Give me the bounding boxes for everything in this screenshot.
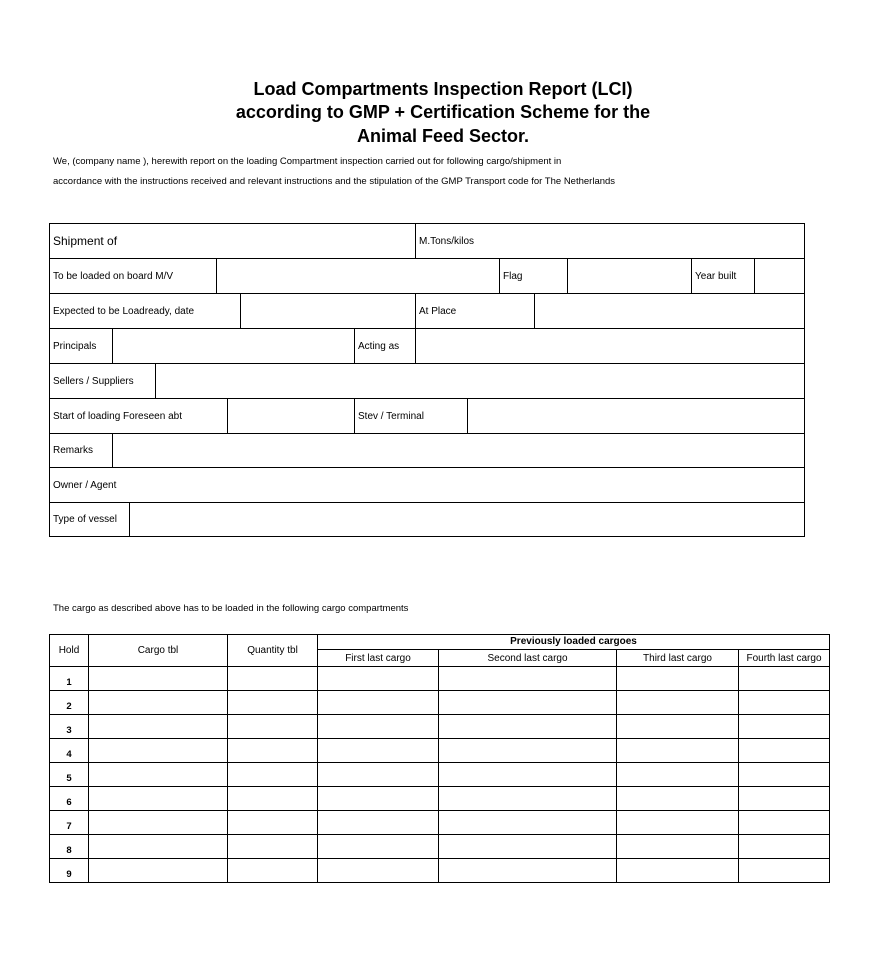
cargo-cell[interactable] bbox=[89, 763, 228, 787]
hold-table bbox=[49, 634, 830, 883]
third-last-cargo-header: Third last cargo bbox=[617, 650, 739, 667]
fourth-last-cargo-cell[interactable] bbox=[739, 763, 830, 787]
second-last-cargo-cell[interactable] bbox=[439, 715, 617, 739]
form-row-vessel bbox=[50, 259, 804, 294]
report-title-line-3: Animal Feed Sector. bbox=[356, 126, 530, 146]
second-last-cargo-cell[interactable] bbox=[439, 811, 617, 835]
at-place-field[interactable] bbox=[534, 294, 804, 328]
cargo-cell[interactable] bbox=[89, 739, 228, 763]
hold-row bbox=[50, 859, 830, 883]
quantity-cell[interactable] bbox=[228, 811, 318, 835]
hold-row bbox=[50, 739, 830, 763]
second-last-cargo-cell[interactable] bbox=[439, 835, 617, 859]
quantity-cell[interactable] bbox=[228, 739, 318, 763]
owner-agent-label: Owner / Agent bbox=[53, 479, 117, 491]
cargo-cell[interactable] bbox=[89, 811, 228, 835]
second-last-cargo-cell[interactable] bbox=[439, 667, 617, 691]
quantity-cell[interactable] bbox=[228, 787, 318, 811]
hold-header: Hold bbox=[50, 635, 89, 667]
hold-row bbox=[50, 715, 830, 739]
hold-number: 1 bbox=[50, 667, 89, 691]
report-title-line-2: according to GMP + Certification Scheme for the bbox=[235, 102, 651, 122]
hold-number: 4 bbox=[50, 739, 89, 763]
acting-as-label: Acting as bbox=[354, 329, 415, 363]
fourth-last-cargo-cell[interactable] bbox=[739, 787, 830, 811]
third-last-cargo-cell[interactable] bbox=[617, 691, 739, 715]
cargo-cell[interactable] bbox=[89, 859, 228, 883]
first-last-cargo-cell[interactable] bbox=[318, 715, 439, 739]
flag-field[interactable] bbox=[567, 259, 691, 293]
first-last-cargo-cell[interactable] bbox=[318, 667, 439, 691]
second-last-cargo-cell[interactable] bbox=[439, 739, 617, 763]
hold-row bbox=[50, 835, 830, 859]
fourth-last-cargo-cell[interactable] bbox=[739, 739, 830, 763]
quantity-cell[interactable] bbox=[228, 763, 318, 787]
third-last-cargo-cell[interactable] bbox=[617, 835, 739, 859]
year-built-label: Year built bbox=[691, 259, 754, 293]
form-row-remarks bbox=[50, 434, 804, 468]
acting-as-field[interactable] bbox=[415, 329, 804, 363]
fourth-last-cargo-cell[interactable] bbox=[739, 859, 830, 883]
second-last-cargo-header: Second last cargo bbox=[439, 650, 617, 667]
fourth-last-cargo-header: Fourth last cargo bbox=[739, 650, 830, 667]
third-last-cargo-cell[interactable] bbox=[617, 739, 739, 763]
loadready-date-field[interactable] bbox=[240, 294, 415, 328]
hold-number: 2 bbox=[50, 691, 89, 715]
expected-loadready-label: Expected to be Loadready, date bbox=[53, 305, 195, 317]
cargo-cell[interactable] bbox=[89, 667, 228, 691]
hold-number: 9 bbox=[50, 859, 89, 883]
form-row-shipment bbox=[50, 224, 804, 259]
third-last-cargo-cell[interactable] bbox=[617, 763, 739, 787]
form-row-loadready bbox=[50, 294, 804, 329]
fourth-last-cargo-cell[interactable] bbox=[739, 715, 830, 739]
cargo-cell[interactable] bbox=[89, 835, 228, 859]
stev-terminal-field[interactable] bbox=[467, 399, 804, 433]
type-of-vessel-label: Type of vessel bbox=[53, 514, 117, 525]
third-last-cargo-cell[interactable] bbox=[617, 787, 739, 811]
fourth-last-cargo-cell[interactable] bbox=[739, 691, 830, 715]
year-built-field[interactable] bbox=[754, 259, 804, 293]
fourth-last-cargo-cell[interactable] bbox=[739, 811, 830, 835]
fourth-last-cargo-cell[interactable] bbox=[739, 835, 830, 859]
principals-field[interactable] bbox=[112, 329, 354, 363]
quantity-cell[interactable] bbox=[228, 715, 318, 739]
third-last-cargo-cell[interactable] bbox=[617, 667, 739, 691]
hold-number: 5 bbox=[50, 763, 89, 787]
form-row-vessel-type bbox=[50, 503, 804, 536]
cargo-cell[interactable] bbox=[89, 715, 228, 739]
intro-text-line-1: We, (company name ), herewith report on the loading Compartment inspection carried out for following cargo/shipment in bbox=[53, 156, 562, 167]
sellers-suppliers-label: Sellers / Suppliers bbox=[53, 375, 134, 387]
first-last-cargo-cell[interactable] bbox=[318, 691, 439, 715]
first-last-cargo-cell[interactable] bbox=[318, 739, 439, 763]
cargo-cell[interactable] bbox=[89, 787, 228, 811]
hold-row bbox=[50, 691, 830, 715]
hold-number: 6 bbox=[50, 787, 89, 811]
hold-row bbox=[50, 811, 830, 835]
sellers-suppliers-field[interactable] bbox=[155, 364, 804, 398]
shipment-of-label: Shipment of bbox=[53, 234, 118, 248]
principals-label: Principals bbox=[53, 340, 97, 352]
tons-kilos-label: M.Tons/kilos bbox=[415, 224, 804, 258]
quantity-cell[interactable] bbox=[228, 835, 318, 859]
form-row-owner bbox=[50, 468, 804, 503]
hold-row bbox=[50, 667, 830, 691]
quantity-cell[interactable] bbox=[228, 667, 318, 691]
start-of-loading-field[interactable] bbox=[227, 399, 354, 433]
form-row-loading-start bbox=[50, 399, 804, 434]
start-of-loading-label: Start of loading Foreseen abt bbox=[53, 410, 182, 422]
first-last-cargo-cell[interactable] bbox=[318, 811, 439, 835]
second-last-cargo-cell[interactable] bbox=[439, 763, 617, 787]
hold-table-body bbox=[50, 667, 830, 883]
previously-loaded-header: Previously loaded cargoes bbox=[318, 635, 830, 650]
to-be-loaded-label: To be loaded on board M/V bbox=[53, 270, 174, 282]
third-last-cargo-cell[interactable] bbox=[617, 859, 739, 883]
quantity-header: Quantity tbl bbox=[228, 635, 318, 667]
first-last-cargo-cell[interactable] bbox=[318, 763, 439, 787]
first-last-cargo-cell[interactable] bbox=[318, 835, 439, 859]
remarks-label: Remarks bbox=[53, 445, 94, 456]
report-title-line-1: Load Compartments Inspection Report (LCI) bbox=[253, 79, 633, 99]
third-last-cargo-cell[interactable] bbox=[617, 811, 739, 835]
quantity-cell[interactable] bbox=[228, 859, 318, 883]
first-last-cargo-cell[interactable] bbox=[318, 787, 439, 811]
third-last-cargo-cell[interactable] bbox=[617, 715, 739, 739]
remarks-field[interactable] bbox=[112, 434, 804, 467]
cargo-header: Cargo tbl bbox=[89, 635, 228, 667]
stev-terminal-label: Stev / Terminal bbox=[354, 399, 467, 433]
type-of-vessel-field[interactable] bbox=[129, 503, 804, 536]
first-last-cargo-cell[interactable] bbox=[318, 859, 439, 883]
cargo-cell[interactable] bbox=[89, 691, 228, 715]
hold-row bbox=[50, 763, 830, 787]
shipment-form bbox=[49, 223, 805, 537]
hold-number: 3 bbox=[50, 715, 89, 739]
second-last-cargo-cell[interactable] bbox=[439, 787, 617, 811]
hold-row bbox=[50, 787, 830, 811]
hold-number: 7 bbox=[50, 811, 89, 835]
second-last-cargo-cell[interactable] bbox=[439, 859, 617, 883]
cargo-compartments-caption: The cargo as described above has to be loaded in the following cargo compartments bbox=[53, 603, 409, 614]
intro-text-line-2: accordance with the instructions received and relevant instructions and the stipulation of the GMP Transport code for The Netherlands bbox=[53, 176, 616, 187]
first-last-cargo-header: First last cargo bbox=[318, 650, 439, 667]
second-last-cargo-cell[interactable] bbox=[439, 691, 617, 715]
flag-label: Flag bbox=[499, 259, 567, 293]
form-row-principals bbox=[50, 329, 804, 364]
hold-number: 8 bbox=[50, 835, 89, 859]
fourth-last-cargo-cell[interactable] bbox=[739, 667, 830, 691]
vessel-name-field[interactable] bbox=[216, 259, 499, 293]
form-row-sellers bbox=[50, 364, 804, 399]
quantity-cell[interactable] bbox=[228, 691, 318, 715]
at-place-label: At Place bbox=[415, 294, 534, 328]
